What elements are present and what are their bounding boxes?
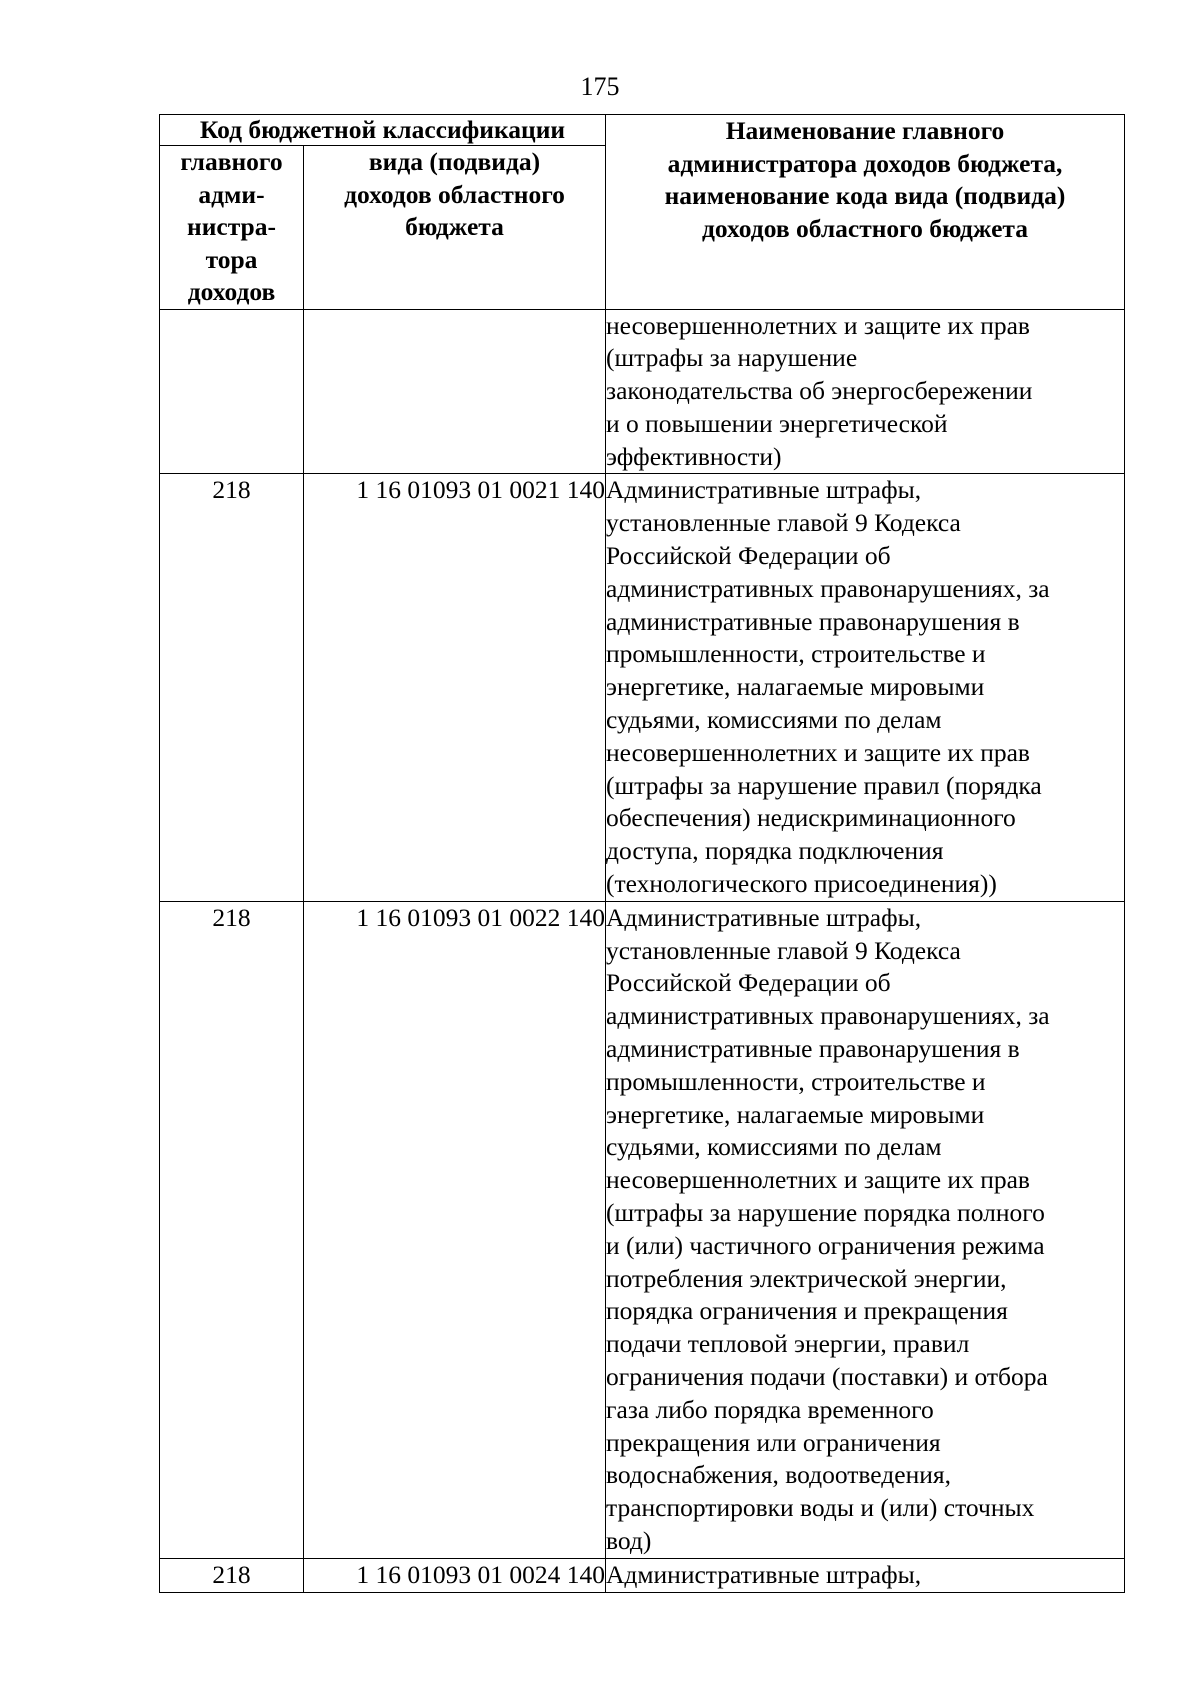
table-row	[160, 474, 1125, 901]
description-line: доступа, порядка подключения	[606, 836, 944, 866]
header-row-group	[160, 115, 1125, 146]
description-line: эффективности)	[606, 441, 782, 471]
table-body	[160, 309, 1125, 1592]
header-kind-line: бюджета	[405, 212, 504, 241]
description-line: прекращения или ограничения	[606, 1427, 941, 1457]
description-line: водоснабжения, водоотведения,	[606, 1460, 951, 1490]
description-line: обеспечения) недискриминационного	[606, 803, 1016, 833]
description-line: газа либо порядка временного	[606, 1394, 934, 1424]
description-line: промышленности, строительстве и	[606, 1066, 986, 1096]
description-line: Российской Федерации об	[606, 968, 891, 998]
header-name-line: наименование кода вида (подвида)	[664, 181, 1066, 210]
description-line: (штрафы за нарушение порядка полного	[606, 1198, 1045, 1228]
description-line: административных правонарушениях, за	[606, 573, 1050, 603]
description-cell	[606, 1558, 1125, 1592]
description-line: энергетике, налагаемые мировыми	[606, 672, 985, 702]
description-line: порядка ограничения и прекращения	[606, 1296, 1008, 1326]
description-line: административные правонарушения в	[606, 606, 1020, 636]
header-admin-line: адми-	[198, 179, 265, 209]
description-line: несовершеннолетних и защите их прав	[606, 737, 1030, 767]
header-kind-line: доходов областного	[344, 179, 565, 209]
description-line: потребления электрической энергии,	[606, 1263, 1007, 1293]
description-line: судьями, комиссиями по делам	[606, 1132, 942, 1162]
description-line: Административные штрафы,	[606, 475, 922, 505]
description-line: (штрафы за нарушение правил (порядка	[606, 770, 1042, 800]
description-cell	[606, 474, 1125, 901]
income-code-cell: 1 16 01093 01 0022 140	[304, 901, 606, 1558]
description-cell	[606, 309, 1125, 474]
header-admin-line: тора	[205, 244, 258, 274]
table-row	[160, 309, 1125, 474]
header-kind-line: вида (подвида)	[368, 147, 541, 176]
description-line: судьями, комиссиями по делам	[606, 705, 942, 735]
header-name-line: администратора доходов бюджета,	[667, 148, 1063, 178]
description-line: подачи тепловой энергии, правил	[606, 1329, 970, 1359]
income-code-cell: 1 16 01093 01 0024 140	[304, 1558, 606, 1592]
description-line: энергетике, налагаемые мировыми	[606, 1099, 985, 1129]
header-name-column	[606, 115, 1125, 310]
description-line: Административные штрафы,	[606, 902, 922, 932]
description-line: законодательства об энергосбережении	[606, 376, 1033, 406]
description-line: административные правонарушения в	[606, 1034, 1020, 1064]
admin-code-cell	[160, 309, 304, 474]
description-line: Российской Федерации об	[606, 541, 891, 571]
description-line: транспортировки воды и (или) сточных	[606, 1493, 1035, 1523]
header-budget-classification-code: Код бюджетной классификации	[160, 115, 606, 146]
description-line: установленные главой 9 Кодекса	[606, 508, 961, 538]
description-line: установленные главой 9 Кодекса	[606, 935, 961, 965]
description-line: (технологического присоединения))	[606, 869, 997, 899]
budget-classification-table	[159, 114, 1125, 1593]
description-line: промышленности, строительстве и	[606, 639, 986, 669]
description-line: административных правонарушениях, за	[606, 1001, 1050, 1031]
header-kind-column	[304, 146, 606, 310]
description-line: несовершеннолетних и защите их прав	[606, 310, 1030, 340]
admin-code-cell: 218	[160, 474, 304, 901]
header-admin-line: главного	[180, 147, 283, 176]
description-line: и о повышении энергетической	[606, 408, 948, 438]
header-admin-line: нистра-	[187, 212, 276, 241]
description-line: несовершеннолетних и защите их прав	[606, 1165, 1030, 1195]
header-admin-line: доходов	[187, 277, 276, 306]
description-line: вод)	[606, 1525, 652, 1555]
header-name-line: доходов областного бюджета	[702, 213, 1028, 243]
income-code-cell	[304, 309, 606, 474]
description-line: и (или) частичного ограничения режима	[606, 1230, 1045, 1260]
description-line: ограничения подачи (поставки) и отбора	[606, 1362, 1048, 1391]
admin-code-cell: 218	[160, 1558, 304, 1592]
header-admin-column	[160, 146, 304, 310]
description-line: Административные штрафы,	[606, 1559, 922, 1589]
admin-code-cell: 218	[160, 901, 304, 1558]
header-name-line: Наименование главного	[725, 116, 1005, 145]
income-code-cell: 1 16 01093 01 0021 140	[304, 474, 606, 901]
description-line: (штрафы за нарушение	[606, 343, 858, 373]
description-cell	[606, 901, 1125, 1558]
table-row	[160, 1558, 1125, 1592]
page-number: 175	[580, 72, 620, 101]
table-row	[160, 901, 1125, 1558]
